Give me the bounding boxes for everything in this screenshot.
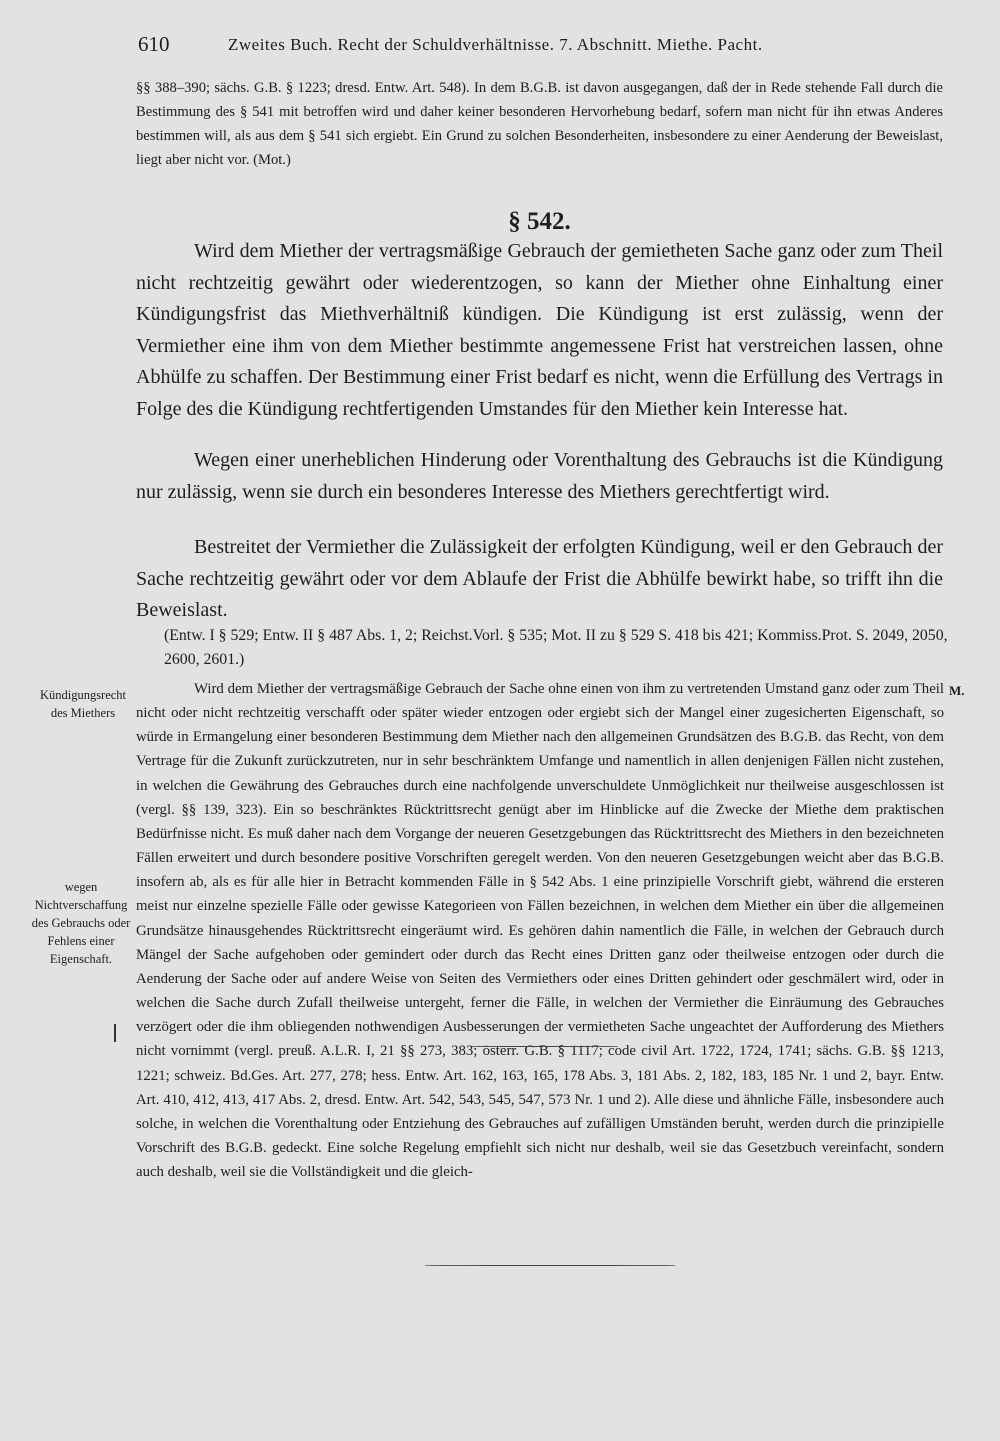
motive-marker: M. <box>949 683 965 698</box>
pencil-mark <box>114 1024 116 1042</box>
section-title: § 542. <box>508 208 571 235</box>
intro-paragraph: §§ 388–390; sächs. G.B. § 1223; dresd. Entw. Art. 548). In dem B.G.B. ist davon ausgegangen, daß der in Rede stehende Fall durch die Bestimmung des § 541 mit betroffen wird und daher keiner besonderen Hervorhebung bedarf, sofern man nicht für ihn etwas Anderes bestimmen will, als aus dem § 541 sich ergiebt. Ein Grund zu solchen Besonderheiten, insbesondere zu einer Aenderung der Beweislast, liegt aber nicht vor. (Mot.) <box>136 80 943 168</box>
pencil-underline-2 <box>425 1265 675 1266</box>
page-number: 610 <box>138 32 170 56</box>
law-paragraph-3: Bestreitet der Vermiether die Zulässigkeit der erfolgten Kündigung, weil er den Gebrauch der Sache rechtzeitig gewährt oder vor dem Ablaufe der Frist die Abhülfe bewirkt habe, so trifft ihn die Beweislast. <box>136 536 943 621</box>
law-paragraph-2: Wegen einer unerheblichen Hinderung oder Vorenthaltung des Gebrauchs ist die Kündigung nur zulässig, wenn sie durch ein besonderes Interesse des Miethers gerechtfertigt wird. <box>136 449 943 503</box>
legislative-references: (Entw. I § 529; Entw. II § 487 Abs. 1, 2; Reichst.Vorl. § 535; Mot. II zu § 529 S. 418 bis 421; Kommiss.Prot. S. 2049, 2050, 2600, 2601.) <box>164 627 948 668</box>
motive-paragraph: Wird dem Miether der vertragsmäßige Gebrauch der Sache ohne einen von ihm zu vertretenden Umstand ganz oder zum Theil nicht oder nicht rechtzeitig verschafft oder später wieder entzogen oder ergiebt sich der Mangel einer zugesicherten Eigenschaft, so würde in Ermangelung einer besonderen Bestimmung dem Miether nach den allgemeinen Grundsätzen des B.G.B. das Recht, von dem Vertrage für die Zukunft zurückzutreten, nur in sehr beschränktem Umfange und namentlich in allen denjenigen Fällen nicht zustehen, in welchen die Gewährung des Gebrauches durch eine nachfolgende unverschuldete Unmöglichkeit nur theilweise ausgeschlossen ist (vergl. §§ 139, 323). Ein so beschränktes Rücktrittsrecht genügt aber im Hinblicke auf die Zwecke der Miethe dem praktischen Bedürfnisse nicht. Es muß daher nach dem Vorgange der neueren Gesetzgebungen das Rücktrittsrecht des Miethers in den bezeichneten Fällen erweitert und durch besondere positive Vorschriften geregelt werden. Von den neueren Gesetzgebungen weicht aber das B.G.B. insofern ab, als es für alle hier in Betracht kommenden Fälle in § 542 Abs. 1 eine prinzipielle Vorschrift giebt, während die ersteren meist nur einzelne spezielle Fälle oder gewisse Kategorieen von Fällen bezeichnen, in welchen dem Miether ein über die allgemeinen Grundsätze hinausgehendes Rücktrittsrecht eingeräumt wird. Es gehören dahin namentlich die Fälle, in welchen der Gebrauch durch Mängel der Sache aufgehoben oder gemindert oder durch das Recht eines Dritten ganz oder theilweise entzogen oder durch die Aenderung der Sache oder auf andere Weise von Seiten des Vermiethers oder eines Dritten gehindert oder geschmälert wird, oder in welchen die Sache durch Zufall theilweise untergeht, ferner die Fälle, in welchen der Vermiether die Einräumung des Gebrauches verzögert oder die ihm obliegenden nothwendigen Ausbesserungen der vermietheten Sache ungeachtet der Aufforderung des Miethers nicht vornimmt (vergl. preuß. A.L.R. I, 21 §§ 273, 383; österr. G.B. § 1117; code civil Art. 1722, 1724, 1741; sächs. G.B. §§ 1213, 1221; schweiz. Bd.Ges. Art. 277, 278; hess. Entw. Art. 162, 163, 165, 178 Abs. 3, 181 Abs. 2, 182, 183, 185 Nr. 1 und 2, bayr. Entw. Art. 410, 412, 413, 417 Abs. 2, dresd. Entw. Art. 542, 543, 545, 547, 573 Nr. 1 und 2). Alle diese und ähnliche Fälle, insbesondere auch solche, in welchen die Vorenthaltung oder Entziehung des Gebrauches auf zufälligen Umständen beruht, werden durch die prinzipielle Vorschrift des B.G.B. gedeckt. Eine solche Regelung empfiehlt sich nicht nur deshalb, weil sie das Gesetzbuch vereinfacht, sondern auch deshalb, weil sie die Vollständigkeit und die gleich- <box>136 681 944 1181</box>
law-paragraph-1: Wird dem Miether der vertragsmäßige Gebrauch der gemietheten Sache ganz oder zum Theil nicht rechtzeitig gewährt oder wiederentzogen, so kann der Miether ohne Einhaltung einer Kündigungsfrist das Miethverhältniß kündigen. Die Kündigung ist erst zulässig, wenn der Vermiether eine ihm von dem Miether bestimmte angemessene Frist hat verstreichen lassen, ohne Abhülfe zu schaffen. Der Bestimmung einer Frist bedarf es nicht, wenn die Erfüllung des Vertrags in Folge des die Kündigung rechtfertigenden Umstandes für den Miether kein Interesse hat. <box>136 240 943 420</box>
margin-note-1: Kündigungsrecht des Miethers <box>39 688 127 720</box>
margin-note-2: wegen Nichtverschaffung des Gebrauchs oder Fehlens einer Eigenschaft. <box>31 880 131 966</box>
running-head: Zweites Buch. Recht der Schuldverhältnisse. 7. Abschnitt. Miethe. Pacht. <box>228 35 763 54</box>
